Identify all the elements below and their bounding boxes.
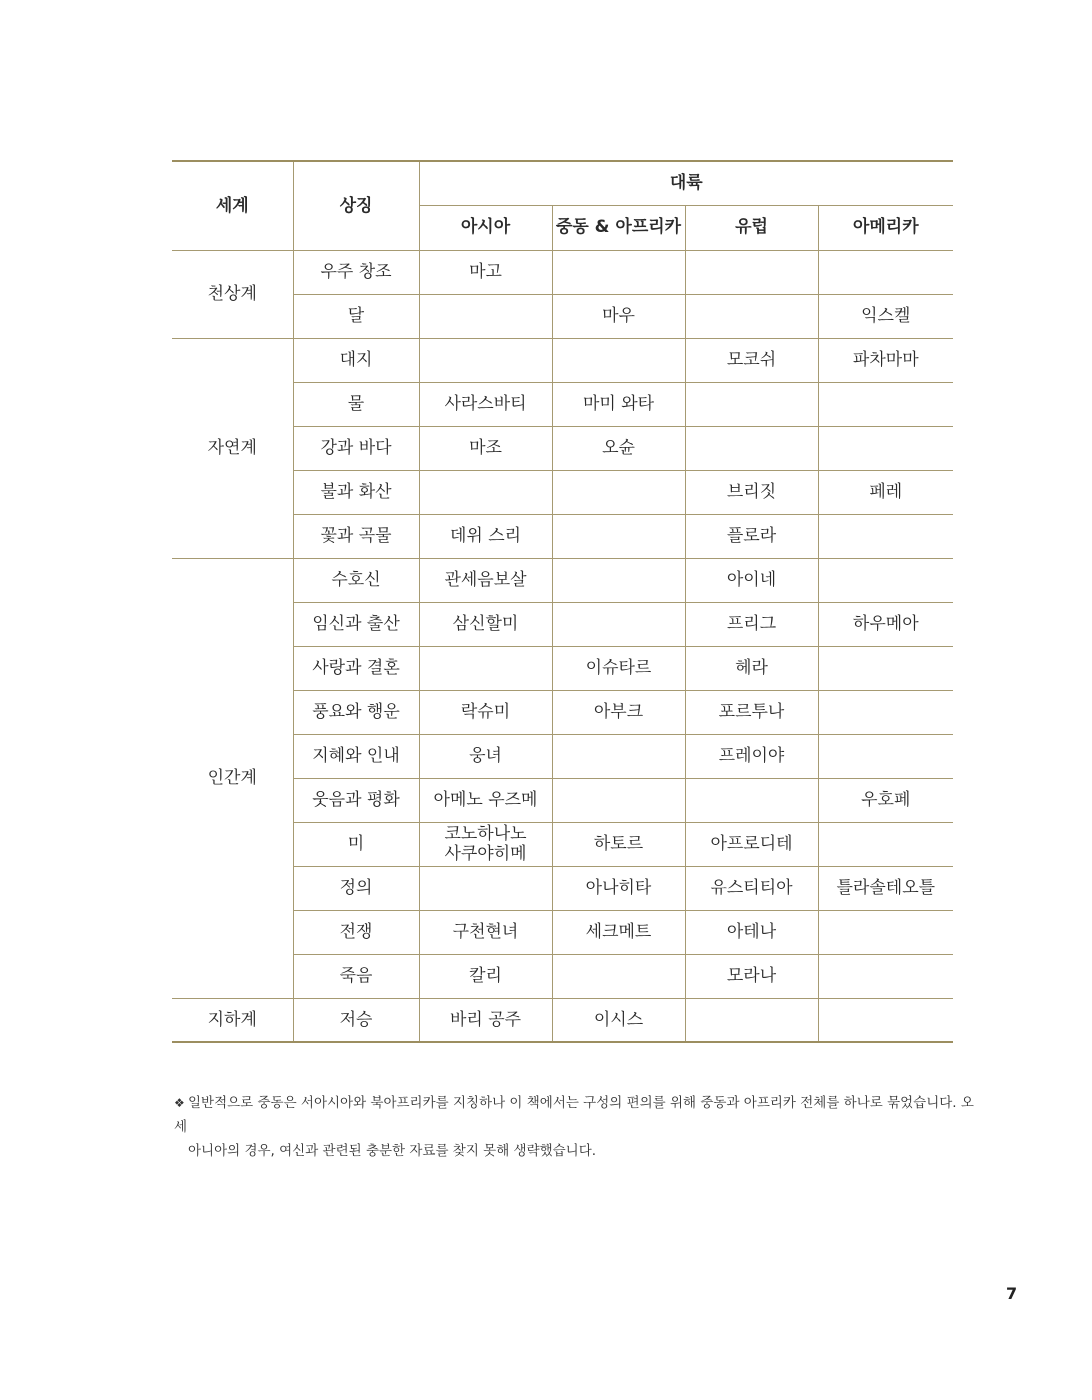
goddess-table [172,160,953,1043]
goddess-cell [552,602,685,646]
goddess-cell: 구천현녀 [419,910,552,954]
goddess-cell: 익스켈 [818,294,953,338]
goddess-cell [419,338,552,382]
table-body [172,250,953,1042]
goddess-cell [685,426,818,470]
goddess-cell: 마조 [419,426,552,470]
goddess-cell [818,822,953,866]
goddess-cell: 마고 [419,250,552,294]
goddess-cell: 마미 와타 [552,382,685,426]
goddess-cell: 아프로디테 [685,822,818,866]
goddess-cell [685,778,818,822]
goddess-cell [818,426,953,470]
goddess-cell: 코노하나노 사쿠야히메 [419,822,552,866]
table-row [172,998,953,1042]
goddess-cell: 바리 공주 [419,998,552,1042]
goddess-cell [419,470,552,514]
goddess-cell: 프레이야 [685,734,818,778]
goddess-cell: 플로라 [685,514,818,558]
table-row [172,558,953,602]
world-cell: 자연계 [172,338,293,558]
header-continent: 대륙 [419,161,953,205]
symbol-cell: 물 [293,382,419,426]
goddess-cell [552,734,685,778]
goddess-cell: 관세음보살 [419,558,552,602]
goddess-cell [419,646,552,690]
symbol-cell: 웃음과 평화 [293,778,419,822]
header-europe: 유럽 [685,205,818,250]
symbol-cell: 불과 화산 [293,470,419,514]
goddess-cell [419,294,552,338]
page-number: 7 [1006,1284,1018,1303]
symbol-cell: 미 [293,822,419,866]
goddess-cell: 하토르 [552,822,685,866]
goddess-cell [552,954,685,998]
goddess-cell [552,558,685,602]
symbol-cell: 강과 바다 [293,426,419,470]
footnote-text-2: 아니아의 경우, 여신과 관련된 충분한 자료를 찾지 못해 생략했습니다. [188,1143,597,1159]
world-cell: 인간계 [172,558,293,998]
goddess-cell: 아나히타 [552,866,685,910]
goddess-cell: 모라나 [685,954,818,998]
symbol-cell: 풍요와 행운 [293,690,419,734]
goddess-cell [818,690,953,734]
footnote-line-1 [174,1091,974,1139]
goddess-cell: 칼리 [419,954,552,998]
goddess-cell: 우호페 [818,778,953,822]
goddess-cell [818,558,953,602]
goddess-cell [818,382,953,426]
goddess-cell: 세크메트 [552,910,685,954]
symbol-cell: 지혜와 인내 [293,734,419,778]
goddess-cell: 삼신할미 [419,602,552,646]
footnote-text-1: 일반적으로 중동은 서아시아와 북아프리카를 지칭하나 이 책에서는 구성의 편의를 위해 중동과 아프리카 전체를 하나로 묶었습니다. 오세 [174,1095,974,1135]
goddess-cell: 프리그 [685,602,818,646]
goddess-cell [552,470,685,514]
goddess-cell: 유스티티아 [685,866,818,910]
goddess-cell: 틀라솔테오틀 [818,866,953,910]
symbol-cell: 정의 [293,866,419,910]
header-middle-east-africa: 중동 & 아프리카 [552,205,685,250]
goddess-cell: 이시스 [552,998,685,1042]
goddess-cell [818,910,953,954]
goddess-cell [685,382,818,426]
goddess-cell: 웅녀 [419,734,552,778]
world-cell: 지하계 [172,998,293,1042]
goddess-cell: 락슈미 [419,690,552,734]
goddess-cell [552,338,685,382]
diamond-bullet-icon: ❖ [174,1096,185,1110]
goddess-cell [818,646,953,690]
header-symbol: 상징 [293,161,419,250]
goddess-cell: 아테나 [685,910,818,954]
symbol-cell: 대지 [293,338,419,382]
header-america: 아메리카 [818,205,953,250]
symbol-cell: 달 [293,294,419,338]
goddess-cell: 데위 스리 [419,514,552,558]
goddess-cell: 아이네 [685,558,818,602]
goddess-cell [818,998,953,1042]
goddess-cell: 아부크 [552,690,685,734]
symbol-cell: 전쟁 [293,910,419,954]
header-asia: 아시아 [419,205,552,250]
header-world: 세계 [172,161,293,250]
symbol-cell: 사랑과 결혼 [293,646,419,690]
goddess-cell [552,514,685,558]
goddess-cell: 헤라 [685,646,818,690]
goddess-cell: 모코쉬 [685,338,818,382]
goddess-cell [818,250,953,294]
goddess-cell: 브리짓 [685,470,818,514]
symbol-cell: 수호신 [293,558,419,602]
goddess-cell [685,250,818,294]
goddess-cell [552,250,685,294]
goddess-cell: 하우메아 [818,602,953,646]
goddess-cell: 마우 [552,294,685,338]
symbol-cell: 꽃과 곡물 [293,514,419,558]
goddess-cell: 오슌 [552,426,685,470]
goddess-cell [818,954,953,998]
goddess-cell: 아메노 우즈메 [419,778,552,822]
footnote-line-2 [174,1139,974,1163]
goddess-cell [685,998,818,1042]
goddess-cell: 이슈타르 [552,646,685,690]
goddess-cell [419,866,552,910]
goddess-cell [552,778,685,822]
footnote [174,1091,974,1163]
symbol-cell: 죽음 [293,954,419,998]
goddess-cell: 포르투나 [685,690,818,734]
goddess-cell: 사라스바티 [419,382,552,426]
table-row [172,338,953,382]
table-row [172,250,953,294]
goddess-cell: 파차마마 [818,338,953,382]
goddess-cell [818,514,953,558]
symbol-cell: 임신과 출산 [293,602,419,646]
goddess-cell [685,294,818,338]
goddess-cell [818,734,953,778]
goddess-cell: 페레 [818,470,953,514]
symbol-cell: 저승 [293,998,419,1042]
symbol-cell: 우주 창조 [293,250,419,294]
world-cell: 천상계 [172,250,293,338]
